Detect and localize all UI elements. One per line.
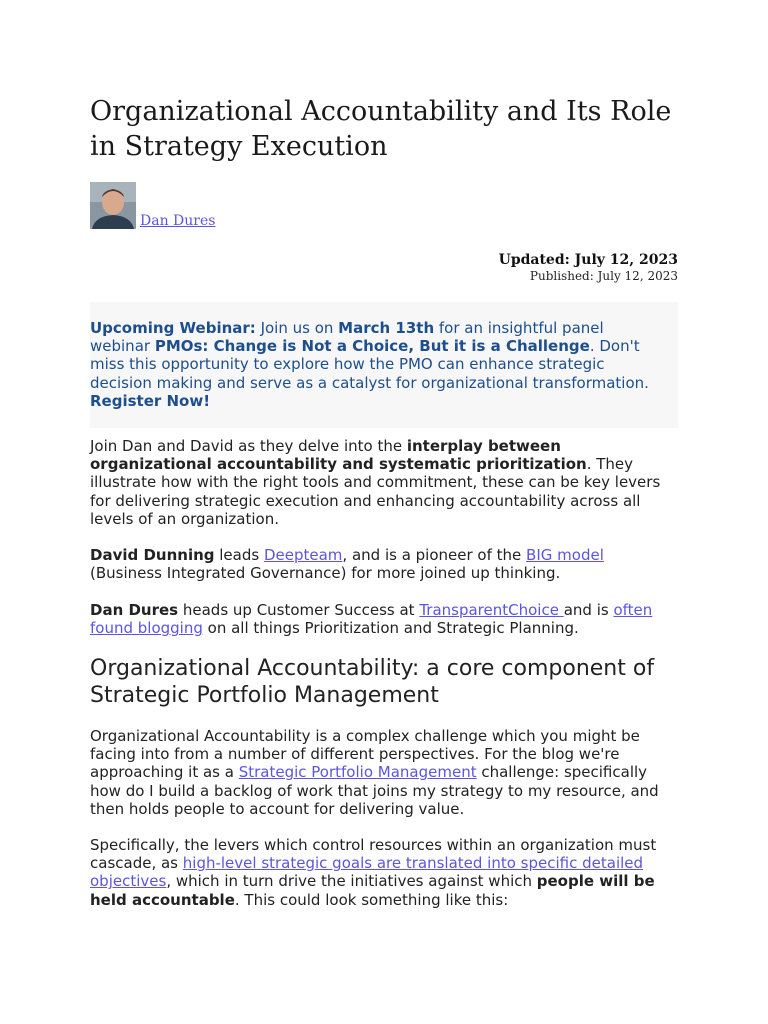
webinar-label: Upcoming Webinar:	[90, 319, 256, 337]
big-model-link[interactable]: BIG model	[526, 546, 604, 564]
section-paragraph-2	[90, 836, 678, 909]
intro-paragraph	[90, 437, 678, 528]
updated-date: Updated: July 12, 2023	[498, 252, 678, 268]
section-p1-text-1: Organizational Accountability is a complex challenge which you might be facing into from a number of different perspectives. For the blog we're approaching it as a	[90, 727, 640, 782]
section-paragraph-1	[90, 727, 678, 818]
author-photo-icon	[90, 182, 136, 229]
section-p2-text-1: Specifically, the levers which control resources within an organization must cascade, as	[90, 836, 657, 873]
author-link[interactable]: Dan Dures	[140, 213, 216, 229]
webinar-banner	[90, 302, 678, 428]
webinar-text-3: . Don't miss this opportunity to explore how the PMO can enhance strategic decision making and serve as a catalyst for organizational transformation.	[90, 337, 649, 392]
intro-bold: interplay between organizational accountability and systematic prioritization	[90, 437, 587, 474]
spm-link[interactable]: Strategic Portfolio Management	[238, 763, 477, 782]
published-date: Published: July 12, 2023	[529, 269, 678, 283]
section-p1-text-2: challenge: specifically how do I build a backlog of work that joins my strategy to my resource, and then holds people to account for delivering value.	[90, 763, 659, 818]
david-text-2: , and is a pioneer of the	[342, 546, 527, 564]
david-bio	[90, 546, 678, 582]
author-byline	[90, 182, 215, 229]
section-heading: Organizational Accountability: a core component of Strategic Portfolio Management	[90, 656, 655, 708]
dan-text-2: and is	[563, 601, 614, 619]
dan-text-1: heads up Customer Success at	[178, 601, 420, 619]
david-text-3: (Business Integrated Governance) for more joined up thinking.	[90, 564, 561, 583]
webinar-text	[90, 319, 678, 410]
section-p2-text-2: , which in turn drive the initiatives against which	[166, 872, 537, 891]
webinar-title: PMOs: Change is Not a Choice, But it is a Challenge	[154, 337, 590, 356]
blogging-link[interactable]: often found blogging	[90, 601, 653, 638]
intro-text-2: . They illustrate how with the right tools and commitment, these can be key levers for delivering strategic execution and enhancing accountability across all levels of an organization.	[90, 455, 661, 528]
goals-link[interactable]: high-level strategic goals are translated into specific detailed objectives	[90, 854, 644, 891]
author-avatar[interactable]	[90, 182, 136, 229]
dan-bio	[90, 601, 678, 637]
transparentchoice-link[interactable]: TransparentChoice	[419, 601, 564, 619]
deepteam-link[interactable]: Deepteam	[263, 546, 343, 564]
section-p2-bold: people will be held accountable	[90, 872, 655, 909]
webinar-text-2: for an insightful panel webinar	[90, 319, 604, 356]
dan-name: Dan Dures	[90, 601, 179, 619]
webinar-text-1: Join us on	[255, 319, 339, 337]
intro-text-1: Join Dan and David as they delve into the	[90, 437, 407, 455]
webinar-date: March 13th	[338, 319, 435, 337]
dan-text-3: on all things Prioritization and Strategic Planning.	[202, 619, 579, 638]
register-link[interactable]: Register Now!	[90, 391, 211, 410]
article-dates	[499, 251, 678, 284]
section-p2-text-3: . This could look something like this:	[234, 890, 509, 909]
david-name: David Dunning	[90, 546, 215, 564]
david-text-1: leads	[214, 546, 264, 564]
article-title: Organizational Accountability and Its Role in Strategy Execution	[90, 96, 672, 162]
